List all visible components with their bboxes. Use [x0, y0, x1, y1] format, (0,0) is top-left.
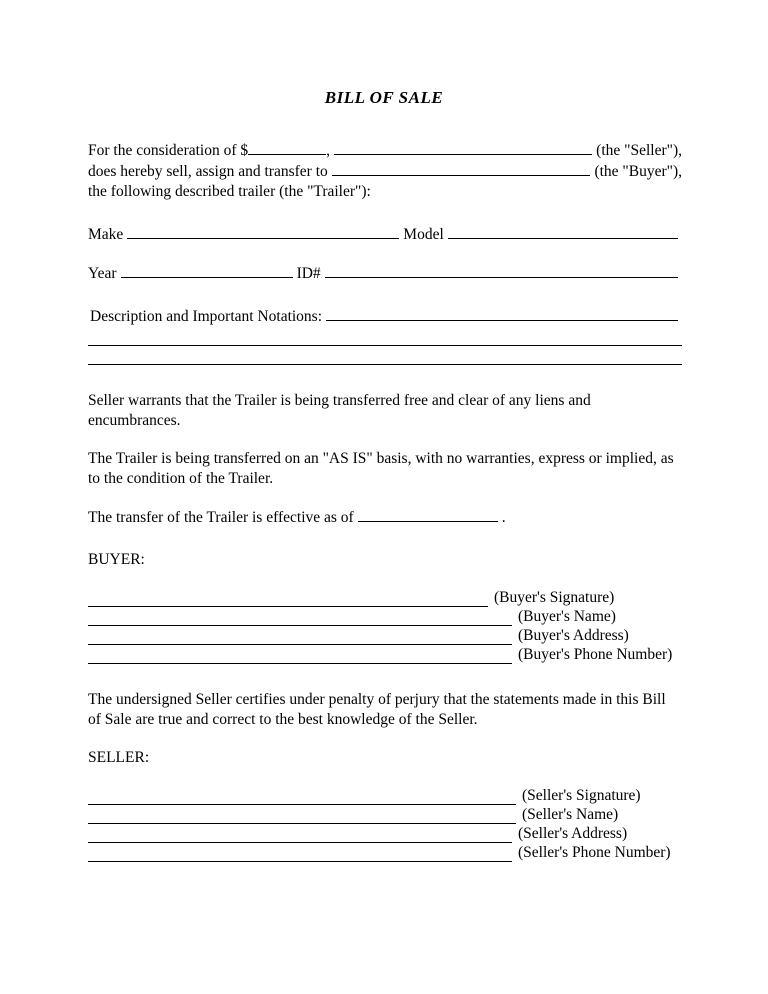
seller-name-row	[88, 805, 682, 824]
buyer-phone-row	[88, 645, 682, 664]
buyer-phone-label: (Buyer's Phone Number)	[518, 646, 673, 663]
seller-heading: SELLER:	[88, 749, 150, 766]
seller-signature-field[interactable]	[88, 790, 516, 805]
description-field-1[interactable]	[326, 306, 678, 321]
description-row	[88, 306, 682, 327]
intro-block	[88, 140, 682, 202]
seller-address-label: (Seller's Address)	[518, 825, 628, 842]
buyer-signature-field[interactable]	[88, 592, 488, 607]
buyer-address-row	[88, 626, 682, 645]
buyer-address-field[interactable]	[88, 630, 512, 645]
seller-signature-label: (Seller's Signature)	[522, 787, 641, 804]
seller-signature-row	[88, 786, 682, 805]
seller-certification-clause: The undersigned Seller certifies under penalty of perjury that the statements made in this Bill of Sale are true and correct to the best knowledge of the Seller.	[88, 691, 666, 728]
year-id-row	[88, 263, 682, 284]
buyer-phone-field[interactable]	[88, 649, 512, 664]
seller-address-row	[88, 824, 682, 843]
consideration-amount-field[interactable]	[248, 140, 326, 155]
seller-address-field[interactable]	[88, 828, 512, 843]
seller-phone-label: (Seller's Phone Number)	[518, 844, 671, 861]
year-label: Year	[88, 265, 117, 282]
effective-date-row	[88, 507, 682, 528]
buyer-name-label: (Buyer's Name)	[518, 608, 616, 625]
transfer-line	[88, 161, 682, 182]
trailer-description-line: the following described trailer (the "Trailer"):	[88, 183, 371, 200]
buyer-suffix: (the "Buyer"),	[594, 163, 682, 180]
year-field[interactable]	[121, 263, 293, 278]
make-label: Make	[88, 226, 124, 243]
consideration-prefix: For the consideration of $	[88, 142, 249, 159]
id-label: ID#	[296, 265, 321, 282]
seller-name-field[interactable]	[334, 140, 592, 155]
make-model-row	[88, 224, 682, 245]
transfer-prefix: does hereby sell, assign and transfer to	[88, 163, 328, 180]
buyer-name-print-field[interactable]	[88, 611, 512, 626]
id-field[interactable]	[325, 263, 678, 278]
document-body	[88, 140, 682, 862]
seller-signature-block	[88, 786, 682, 862]
consideration-line	[88, 140, 682, 161]
description-field-3[interactable]	[88, 363, 682, 365]
effective-date-prefix: The transfer of the Trailer is effective as of	[88, 509, 354, 526]
consideration-comma: ,	[326, 142, 331, 159]
buyer-name-field[interactable]	[332, 161, 591, 176]
seller-name-label: (Seller's Name)	[522, 806, 619, 823]
make-field[interactable]	[127, 224, 399, 239]
buyer-name-row	[88, 607, 682, 626]
page-title: BILL OF SALE	[324, 88, 444, 107]
seller-phone-row	[88, 843, 682, 862]
description-label: Description and Important Notations:	[90, 308, 323, 325]
as-is-clause: The Trailer is being transferred on an "AS IS" basis, with no warranties, express or implied, as to the condition of the Trailer.	[88, 450, 674, 487]
buyer-signature-block	[88, 588, 682, 664]
buyer-heading: BUYER:	[88, 551, 145, 568]
warranty-clause: Seller warrants that the Trailer is being transferred free and clear of any liens and encumbrances.	[88, 392, 591, 429]
model-field[interactable]	[448, 224, 678, 239]
seller-name-print-field[interactable]	[88, 809, 516, 824]
description-field-2[interactable]	[88, 344, 682, 346]
buyer-signature-label: (Buyer's Signature)	[494, 589, 615, 606]
model-label: Model	[403, 226, 444, 243]
effective-date-suffix: .	[501, 509, 506, 526]
buyer-address-label: (Buyer's Address)	[518, 627, 629, 644]
seller-suffix: (the "Seller"),	[596, 142, 682, 159]
effective-date-field[interactable]	[358, 507, 498, 522]
seller-phone-field[interactable]	[88, 847, 512, 862]
buyer-signature-row	[88, 588, 682, 607]
